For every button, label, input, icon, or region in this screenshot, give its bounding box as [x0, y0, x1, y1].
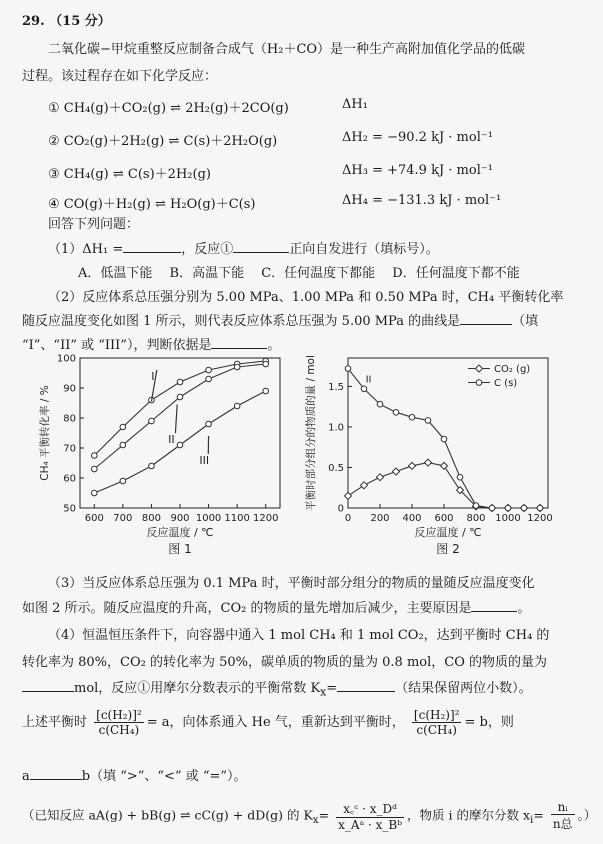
- y-axis-label: CH₄ 平衡转化率 / %: [39, 385, 51, 481]
- q3-text-b: 。: [517, 601, 531, 616]
- q4-line-2: 转化率为 80%，CO₂ 的转化率为 50%，碳单质的物质的量为 0.8 mol，CO 的物质的量为: [22, 655, 547, 670]
- fraction-denominator: c(CH₄): [416, 723, 457, 737]
- q4-text-g: a: [22, 769, 30, 784]
- q1-text-b: ，反应①: [181, 242, 234, 257]
- data-point: [489, 505, 495, 511]
- plot-frame: [348, 358, 548, 508]
- reaction-equation: CH₄(g)＋CO₂(g) ⇌ 2H₂(g)＋2CO(g): [63, 101, 289, 116]
- x-tick-label: 700: [113, 513, 133, 524]
- x-tick-label: 800: [141, 513, 161, 524]
- y-tick-label: 50: [63, 503, 76, 515]
- data-point: [234, 403, 240, 409]
- figure-caption: 图 2: [436, 542, 460, 556]
- data-point: [505, 505, 511, 511]
- data-point: [425, 418, 431, 424]
- data-point: [91, 453, 97, 459]
- curve-label: I: [151, 370, 155, 383]
- q4-text-d: 上述平衡时: [22, 715, 88, 730]
- x-axis-label: 反应温度 / ℃: [146, 526, 214, 539]
- q4-fraction-b: [412, 708, 462, 737]
- data-point: [425, 459, 432, 466]
- reaction-2: [48, 130, 277, 149]
- data-point: [441, 462, 448, 469]
- reaction-3-enthalpy: ΔH₃ = +74.9 kJ · mol⁻¹: [342, 163, 493, 178]
- reaction-equation: CH₄(g) ⇌ C(s)＋2H₂(g): [63, 167, 211, 182]
- data-point: [409, 462, 416, 469]
- q2-line-2: [22, 310, 538, 329]
- reaction-number: ③: [48, 167, 60, 182]
- legend-label: C (s): [494, 378, 518, 390]
- data-point: [149, 463, 155, 469]
- data-point: [177, 379, 183, 385]
- q3-text-a: 如图 2 所示。随反应温度的升高，CO₂ 的物质的量先增加后减少，主要原因是: [22, 601, 472, 616]
- data-point: [263, 388, 269, 394]
- series-line-1: [94, 361, 265, 456]
- data-point: [206, 376, 212, 382]
- data-point: [377, 401, 383, 407]
- data-point: [120, 424, 126, 430]
- figure-2-chart: [300, 350, 570, 565]
- reaction-3: [48, 163, 211, 182]
- data-point: [393, 468, 400, 475]
- q1-blank-option[interactable]: [233, 241, 289, 253]
- fraction-denominator: x_Aᵃ · x_Bᵇ: [338, 818, 403, 832]
- fraction-numerator: nᵢ: [551, 800, 575, 815]
- q1-text-c: 正向自发进行（填标号）。: [289, 242, 439, 257]
- data-point: [345, 492, 352, 499]
- fraction-denominator: c(CH₄): [98, 723, 140, 737]
- note-text-c: ，物质 i 的摩尔分数 x: [407, 807, 530, 823]
- q4-fraction-a: [94, 708, 144, 737]
- y-axis-label: 平衡时部分组分的物质的量 / mol: [305, 355, 317, 511]
- reaction-equation: CO(g)＋H₂(g) ⇌ H₂O(g)＋C(s): [63, 197, 256, 212]
- reaction-1: [48, 97, 289, 116]
- data-point: [149, 418, 155, 424]
- q2-text-b: （填: [512, 314, 539, 329]
- q1-text-a: （1）ΔH₁ =: [48, 242, 124, 257]
- data-point: [537, 505, 543, 511]
- data-point: [473, 503, 479, 509]
- reaction-number: ①: [48, 101, 60, 116]
- data-point: [206, 367, 212, 373]
- data-point: [120, 478, 126, 484]
- q2-text-c: “I”、“II” 或 “III”），判断依据是: [22, 338, 212, 353]
- question-header: [22, 10, 111, 29]
- q4-line-1: （4）恒温恒压条件下，向容器中通入 1 mol CH₄ 和 1 mol CO₂，达到平衡时 CH₄ 的: [48, 628, 550, 643]
- x-tick-label: 200: [370, 513, 390, 524]
- x-tick-label: 1000: [495, 513, 521, 524]
- data-point: [345, 366, 351, 372]
- known-condition-note: [22, 800, 596, 832]
- y-tick-label: 70: [63, 443, 76, 455]
- y-tick-label: 90: [63, 383, 76, 395]
- x-tick-label: 1200: [527, 513, 553, 524]
- data-point: [234, 364, 240, 370]
- fraction-numerator: x꜀ᶜ · x_Dᵈ: [336, 800, 404, 818]
- x-tick-label: 800: [466, 513, 486, 524]
- note-text-d: =: [533, 807, 544, 823]
- data-point: [521, 505, 527, 511]
- reaction-number: ②: [48, 134, 60, 149]
- y-tick-label: 60: [63, 473, 76, 485]
- legend-label: CO₂ (g): [494, 364, 531, 376]
- reaction-4-enthalpy: ΔH₄ = −131.3 kJ · mol⁻¹: [342, 193, 502, 208]
- x-tick-label: 600: [84, 513, 104, 524]
- curve-label: III: [199, 454, 210, 467]
- q2-blank-curve[interactable]: [460, 313, 512, 325]
- x-axis-label: 反应温度 / ℃: [414, 526, 482, 539]
- data-point: [409, 414, 415, 420]
- data-point: [120, 442, 126, 448]
- intro-line-2: 过程。该过程存在如下化学反应：: [22, 69, 218, 84]
- data-point: [206, 421, 212, 427]
- q2-blank-reason[interactable]: [211, 337, 267, 349]
- data-point: [91, 490, 97, 496]
- data-point: [177, 394, 183, 400]
- q4-blank-co-amount[interactable]: [22, 680, 74, 692]
- y-tick-label: 0: [337, 503, 344, 515]
- data-point: [361, 386, 367, 392]
- q4-line-3: [22, 677, 532, 699]
- q4-sub-x: x: [320, 685, 327, 699]
- curve-label: II: [168, 433, 175, 446]
- fraction-numerator: [c(H₂)]²: [413, 708, 460, 722]
- q4-text-a: mol，反应①用摩尔分数表示的平衡常数 K: [74, 681, 321, 696]
- data-point: [457, 474, 463, 480]
- note-sub-x: x: [312, 814, 319, 826]
- q4-blank-kx[interactable]: [337, 680, 395, 692]
- answer-prompt: 回答下列问题：: [48, 217, 140, 232]
- y-tick-label: 80: [63, 413, 76, 425]
- q4-text-e: = a，向体系通入 He 气，重新达到平衡时，: [146, 715, 405, 730]
- curve-arrow: [175, 405, 177, 434]
- q1-line: [48, 238, 439, 257]
- q4-text-f: = b，则: [464, 715, 514, 730]
- q4-text-b: =: [326, 681, 338, 696]
- fraction-denominator: n总: [552, 817, 573, 831]
- y-tick-label: 100: [56, 353, 76, 365]
- q4-text-h: b（填 “>”、“<” 或 “=”）。: [81, 769, 247, 784]
- legend-marker: [476, 380, 482, 386]
- note-text-a: （已知反应 aA(g) + bB(g) ⇌ cC(g) + dD(g) 的 K: [22, 807, 313, 823]
- q4-text-c: （结果保留两位小数）。: [395, 681, 532, 696]
- y-tick-label: 0.5: [328, 462, 344, 474]
- q3-line-2: [22, 597, 531, 616]
- q4-blank-compare[interactable]: [30, 768, 82, 780]
- q4-line-4: [22, 708, 514, 737]
- curve-annotation: II: [365, 374, 372, 386]
- q2-text-a: 随反应温度变化如图 1 所示，则代表反应体系总压强为 5.00 MPa 的曲线是: [22, 314, 461, 329]
- reaction-1-enthalpy: ΔH₁: [342, 97, 368, 112]
- figure-caption: 图 1: [168, 542, 192, 556]
- question-number: 29.: [22, 14, 45, 29]
- q3-blank-reason[interactable]: [471, 600, 517, 612]
- reaction-equation: CO₂(g)＋2H₂(g) ⇌ C(s)＋2H₂O(g): [63, 134, 278, 149]
- note-fraction-xi: [551, 800, 575, 832]
- reaction-4: [48, 193, 255, 212]
- data-point: [377, 474, 384, 481]
- y-tick-label: 1.5: [328, 381, 344, 393]
- note-sub-i: i: [530, 814, 534, 826]
- q2-text-d: 。: [267, 338, 281, 353]
- figure-1-chart: [30, 350, 290, 565]
- data-point: [177, 442, 183, 448]
- x-tick-label: 900: [170, 513, 190, 524]
- note-text-b: =: [318, 807, 330, 823]
- q1-blank-dh[interactable]: [123, 241, 181, 253]
- data-point: [263, 361, 269, 367]
- x-tick-label: 1100: [224, 513, 250, 524]
- reaction-number: ④: [48, 197, 60, 212]
- data-point: [91, 466, 97, 472]
- intro-line-1: 二氧化碳−甲烷重整反应制备合成气（H₂＋CO）是一种生产高附加值化学品的低碳: [48, 42, 526, 57]
- q3-line-1: （3）当反应体系总压强为 0.1 MPa 时，平衡时部分组分的物质的量随反应温度变化: [48, 576, 535, 591]
- data-point: [361, 482, 368, 489]
- q1-options: A．低温下能 B．高温下能 C．任何温度下都能 D．任何温度下都不能: [78, 266, 520, 281]
- x-tick-label: 1200: [252, 513, 279, 524]
- fraction-numerator: [c(H₂)]²: [96, 708, 142, 722]
- x-tick-label: 600: [434, 513, 454, 524]
- note-text-e: 。）: [577, 807, 597, 823]
- question-score: （15 分）: [49, 14, 111, 29]
- x-tick-label: 400: [402, 513, 422, 524]
- q2-line-1: （2）反应体系总压强分别为 5.00 MPa、1.00 MPa 和 0.50 MPa 时，CH₄ 平衡转化率: [48, 290, 564, 305]
- legend-marker: [476, 365, 483, 372]
- q4-line-5: [22, 765, 247, 784]
- reaction-2-enthalpy: ΔH₂ = −90.2 kJ · mol⁻¹: [342, 130, 493, 145]
- x-tick-label: 1000: [195, 513, 222, 524]
- data-point: [393, 410, 399, 416]
- note-fraction-kx: [336, 800, 404, 832]
- y-tick-label: 1.0: [328, 422, 344, 434]
- data-point: [441, 436, 447, 442]
- x-tick-label: 0: [344, 513, 352, 524]
